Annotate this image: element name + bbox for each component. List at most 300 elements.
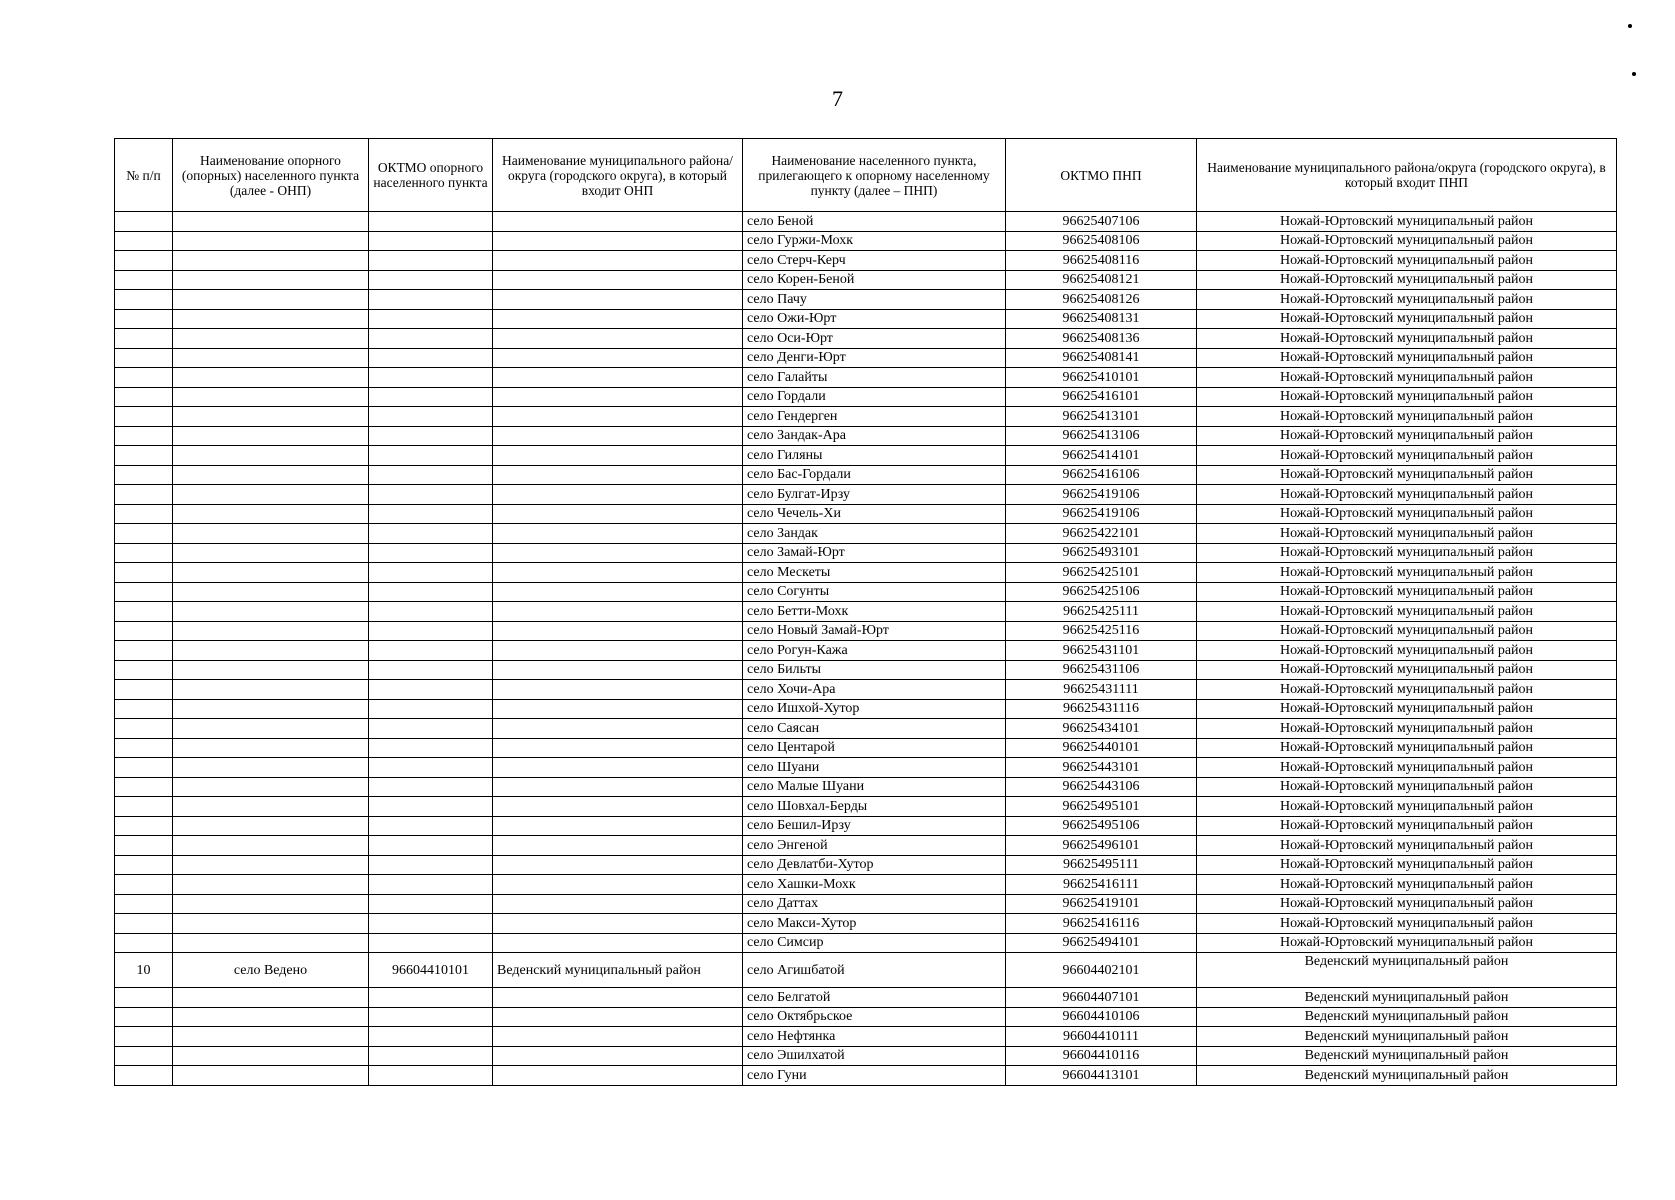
table-row: [115, 680, 1617, 700]
table-row: [115, 290, 1617, 310]
cell-onp-name: [173, 504, 369, 524]
cell-onp-name: [173, 914, 369, 934]
header-pnp-district: Наименование муниципального района/округа (городского округа), в который входит ПНП: [1197, 139, 1617, 212]
table-row: [115, 1007, 1617, 1027]
cell-pnp-oktmo: 96625419106: [1006, 504, 1197, 524]
cell-num: [115, 641, 173, 661]
cell-pnp-name: село Октябрьское: [743, 1007, 1006, 1027]
cell-onp-name: [173, 485, 369, 505]
cell-pnp-district: Ножай-Юртовский муниципальный район: [1197, 348, 1617, 368]
cell-num: [115, 426, 173, 446]
cell-pnp-district: Ножай-Юртовский муниципальный район: [1197, 602, 1617, 622]
cell-onp-name: [173, 680, 369, 700]
cell-pnp-oktmo: 96625431106: [1006, 660, 1197, 680]
cell-pnp-district: Ножай-Юртовский муниципальный район: [1197, 777, 1617, 797]
cell-pnp-name: село Денги-Юрт: [743, 348, 1006, 368]
table-row: [115, 797, 1617, 817]
cell-onp-oktmo: [369, 797, 493, 817]
table-row: [115, 465, 1617, 485]
cell-pnp-district: Ножай-Юртовский муниципальный район: [1197, 914, 1617, 934]
cell-num: [115, 719, 173, 739]
cell-num: [115, 1007, 173, 1027]
table-row: [115, 270, 1617, 290]
table-row: [115, 836, 1617, 856]
cell-pnp-district: Ножай-Юртовский муниципальный район: [1197, 368, 1617, 388]
table-row: [115, 719, 1617, 739]
header-onp-name: Наименование опорного (опорных) населенного пункта (далее - ОНП): [173, 139, 369, 212]
cell-onp-district: [493, 816, 743, 836]
scan-speck: [1628, 24, 1632, 28]
cell-pnp-name: село Согунты: [743, 582, 1006, 602]
cell-pnp-district: Ножай-Юртовский муниципальный район: [1197, 270, 1617, 290]
table-row: [115, 231, 1617, 251]
cell-onp-district: [493, 988, 743, 1008]
table-row: [115, 426, 1617, 446]
header-onp-oktmo: ОКТМО опорного населенного пункта: [369, 139, 493, 212]
cell-onp-district: [493, 680, 743, 700]
cell-onp-district: [493, 855, 743, 875]
cell-pnp-oktmo: 96604407101: [1006, 988, 1197, 1008]
cell-pnp-oktmo: 96625408121: [1006, 270, 1197, 290]
cell-pnp-name: село Новый Замай-Юрт: [743, 621, 1006, 641]
cell-num: [115, 251, 173, 271]
cell-pnp-name: село Ишхой-Хутор: [743, 699, 1006, 719]
table-row: [115, 524, 1617, 544]
cell-onp-oktmo: [369, 758, 493, 778]
cell-onp-district: [493, 485, 743, 505]
cell-onp-name: село Ведено: [173, 953, 369, 988]
cell-onp-name: [173, 524, 369, 544]
cell-onp-district: [493, 543, 743, 563]
table-row: [115, 329, 1617, 349]
cell-onp-name: [173, 231, 369, 251]
table-row: [115, 485, 1617, 505]
header-pnp-oktmo: ОКТМО ПНП: [1006, 139, 1197, 212]
cell-onp-district: [493, 368, 743, 388]
cell-pnp-oktmo: 96625413101: [1006, 407, 1197, 427]
cell-onp-oktmo: [369, 1007, 493, 1027]
cell-onp-oktmo: [369, 836, 493, 856]
cell-num: [115, 1027, 173, 1047]
cell-pnp-district: Ножай-Юртовский муниципальный район: [1197, 485, 1617, 505]
cell-onp-district: [493, 777, 743, 797]
table-row: [115, 855, 1617, 875]
cell-onp-name: [173, 836, 369, 856]
cell-onp-district: [493, 797, 743, 817]
cell-onp-district: [493, 270, 743, 290]
cell-pnp-oktmo: 96625419106: [1006, 485, 1197, 505]
cell-num: [115, 855, 173, 875]
cell-pnp-name: село Бас-Гордали: [743, 465, 1006, 485]
cell-num: [115, 582, 173, 602]
cell-pnp-district: Ножай-Юртовский муниципальный район: [1197, 231, 1617, 251]
cell-onp-name: [173, 582, 369, 602]
cell-onp-name: [173, 660, 369, 680]
table-row: [115, 894, 1617, 914]
cell-onp-district: [493, 231, 743, 251]
cell-pnp-name: село Бетти-Мохк: [743, 602, 1006, 622]
cell-onp-oktmo: [369, 680, 493, 700]
cell-onp-name: [173, 329, 369, 349]
cell-onp-district: [493, 504, 743, 524]
cell-num: [115, 602, 173, 622]
cell-pnp-district: Веденский муниципальный район: [1197, 1046, 1617, 1066]
cell-onp-oktmo: [369, 270, 493, 290]
header-pnp-name: Наименование населенного пункта, прилегающего к опорному населенному пункту (далее – ПНП): [743, 139, 1006, 212]
cell-onp-oktmo: [369, 933, 493, 953]
cell-onp-district: [493, 738, 743, 758]
cell-num: [115, 758, 173, 778]
table-row: [115, 348, 1617, 368]
cell-pnp-district: Ножай-Юртовский муниципальный район: [1197, 465, 1617, 485]
cell-pnp-district: Ножай-Юртовский муниципальный район: [1197, 446, 1617, 466]
cell-num: [115, 504, 173, 524]
cell-pnp-oktmo: 96625413106: [1006, 426, 1197, 446]
cell-onp-name: [173, 426, 369, 446]
cell-pnp-oktmo: 96625408126: [1006, 290, 1197, 310]
cell-onp-oktmo: [369, 1066, 493, 1086]
cell-onp-oktmo: [369, 251, 493, 271]
cell-num: [115, 621, 173, 641]
cell-pnp-name: село Ожи-Юрт: [743, 309, 1006, 329]
cell-onp-oktmo: [369, 660, 493, 680]
cell-onp-oktmo: [369, 894, 493, 914]
cell-num: [115, 738, 173, 758]
header-onp-district: Наименование муниципального района/округа (городского округа), в который входит ОНП: [493, 139, 743, 212]
cell-pnp-name: село Пачу: [743, 290, 1006, 310]
cell-pnp-oktmo: 96625425101: [1006, 563, 1197, 583]
cell-pnp-oktmo: 96625410101: [1006, 368, 1197, 388]
cell-pnp-district: Ножай-Юртовский муниципальный район: [1197, 855, 1617, 875]
cell-pnp-oktmo: 96625431101: [1006, 641, 1197, 661]
cell-pnp-oktmo: 96625408141: [1006, 348, 1197, 368]
cell-num: [115, 543, 173, 563]
cell-pnp-district: Ножай-Юртовский муниципальный район: [1197, 738, 1617, 758]
cell-pnp-district: Веденский муниципальный район: [1197, 953, 1617, 988]
cell-onp-district: [493, 426, 743, 446]
cell-onp-name: [173, 988, 369, 1008]
cell-pnp-district: Ножай-Юртовский муниципальный район: [1197, 563, 1617, 583]
cell-pnp-district: Ножай-Юртовский муниципальный район: [1197, 894, 1617, 914]
cell-pnp-name: село Чечель-Хи: [743, 504, 1006, 524]
cell-onp-name: [173, 719, 369, 739]
cell-pnp-name: село Галайты: [743, 368, 1006, 388]
cell-onp-name: [173, 543, 369, 563]
cell-onp-oktmo: [369, 290, 493, 310]
cell-pnp-oktmo: 96625425116: [1006, 621, 1197, 641]
table-row: [115, 933, 1617, 953]
table-row: [115, 660, 1617, 680]
table-row: [115, 953, 1617, 988]
cell-pnp-oktmo: 96625408106: [1006, 231, 1197, 251]
cell-pnp-district: Ножай-Юртовский муниципальный район: [1197, 426, 1617, 446]
table-row: [115, 582, 1617, 602]
cell-onp-oktmo: [369, 407, 493, 427]
cell-num: [115, 368, 173, 388]
cell-num: [115, 563, 173, 583]
cell-num: [115, 465, 173, 485]
cell-pnp-oktmo: 96604410116: [1006, 1046, 1197, 1066]
cell-pnp-oktmo: 96625422101: [1006, 524, 1197, 544]
table-row: [115, 407, 1617, 427]
cell-pnp-name: село Оси-Юрт: [743, 329, 1006, 349]
cell-pnp-name: село Замай-Юрт: [743, 543, 1006, 563]
cell-onp-oktmo: [369, 641, 493, 661]
cell-onp-district: [493, 387, 743, 407]
table-row: [115, 738, 1617, 758]
cell-onp-district: Веденский муниципальный район: [493, 953, 743, 988]
cell-pnp-name: село Гендерген: [743, 407, 1006, 427]
cell-onp-district: [493, 1066, 743, 1086]
cell-pnp-oktmo: 96625494101: [1006, 933, 1197, 953]
cell-pnp-name: село Саясан: [743, 719, 1006, 739]
cell-onp-district: [493, 524, 743, 544]
cell-num: [115, 988, 173, 1008]
cell-onp-oktmo: [369, 621, 493, 641]
cell-onp-oktmo: [369, 719, 493, 739]
cell-pnp-oktmo: 96625419101: [1006, 894, 1197, 914]
cell-num: [115, 933, 173, 953]
cell-num: [115, 348, 173, 368]
cell-onp-oktmo: [369, 231, 493, 251]
cell-pnp-district: Веденский муниципальный район: [1197, 1066, 1617, 1086]
scan-speck: [1632, 72, 1636, 76]
cell-pnp-district: Ножай-Юртовский муниципальный район: [1197, 290, 1617, 310]
table-row: [115, 988, 1617, 1008]
cell-onp-oktmo: [369, 602, 493, 622]
cell-onp-name: [173, 465, 369, 485]
cell-onp-name: [173, 777, 369, 797]
cell-num: [115, 836, 173, 856]
cell-onp-oktmo: [369, 875, 493, 895]
table-row: [115, 914, 1617, 934]
cell-num: [115, 212, 173, 232]
cell-onp-district: [493, 348, 743, 368]
cell-onp-oktmo: [369, 563, 493, 583]
table-row: [115, 368, 1617, 388]
cell-pnp-name: село Макси-Хутор: [743, 914, 1006, 934]
cell-pnp-oktmo: 96625495106: [1006, 816, 1197, 836]
cell-onp-oktmo: [369, 777, 493, 797]
cell-pnp-name: село Центарой: [743, 738, 1006, 758]
cell-pnp-name: село Зандак: [743, 524, 1006, 544]
table-row: [115, 446, 1617, 466]
cell-pnp-district: Ножай-Юртовский муниципальный район: [1197, 251, 1617, 271]
cell-pnp-name: село Даттах: [743, 894, 1006, 914]
cell-onp-district: [493, 329, 743, 349]
cell-num: [115, 875, 173, 895]
table-row: [115, 875, 1617, 895]
cell-onp-name: [173, 368, 369, 388]
cell-pnp-oktmo: 96625431116: [1006, 699, 1197, 719]
cell-onp-oktmo: [369, 348, 493, 368]
cell-pnp-oktmo: 96625495111: [1006, 855, 1197, 875]
cell-pnp-oktmo: 96625425111: [1006, 602, 1197, 622]
cell-pnp-name: село Агишбатой: [743, 953, 1006, 988]
cell-pnp-oktmo: 96625416106: [1006, 465, 1197, 485]
cell-pnp-oktmo: 96625416116: [1006, 914, 1197, 934]
cell-num: [115, 914, 173, 934]
table-row: [115, 699, 1617, 719]
cell-onp-oktmo: [369, 446, 493, 466]
cell-onp-district: [493, 699, 743, 719]
cell-pnp-oktmo: 96604410106: [1006, 1007, 1197, 1027]
cell-pnp-oktmo: 96625443106: [1006, 777, 1197, 797]
cell-pnp-name: село Мескеты: [743, 563, 1006, 583]
cell-pnp-oktmo: 96625416101: [1006, 387, 1197, 407]
cell-pnp-name: село Малые Шуани: [743, 777, 1006, 797]
table-row: [115, 1046, 1617, 1066]
cell-onp-name: [173, 348, 369, 368]
cell-pnp-district: Ножай-Юртовский муниципальный район: [1197, 699, 1617, 719]
cell-onp-oktmo: [369, 465, 493, 485]
cell-pnp-name: село Симсир: [743, 933, 1006, 953]
cell-num: [115, 1066, 173, 1086]
cell-onp-name: [173, 621, 369, 641]
cell-pnp-oktmo: 96625408116: [1006, 251, 1197, 271]
cell-pnp-name: село Хашки-Мохк: [743, 875, 1006, 895]
cell-onp-district: [493, 290, 743, 310]
cell-onp-district: [493, 914, 743, 934]
table-row: [115, 387, 1617, 407]
cell-pnp-district: Ножай-Юртовский муниципальный район: [1197, 836, 1617, 856]
page-number: 7: [832, 86, 843, 111]
cell-pnp-name: село Гордали: [743, 387, 1006, 407]
cell-pnp-name: село Эшилхатой: [743, 1046, 1006, 1066]
cell-pnp-district: Ножай-Юртовский муниципальный район: [1197, 797, 1617, 817]
cell-onp-district: [493, 212, 743, 232]
cell-pnp-district: Ножай-Юртовский муниципальный район: [1197, 524, 1617, 544]
cell-pnp-district: Ножай-Юртовский муниципальный район: [1197, 816, 1617, 836]
table-row: [115, 758, 1617, 778]
cell-num: [115, 485, 173, 505]
cell-pnp-name: село Нефтянка: [743, 1027, 1006, 1047]
cell-pnp-district: Ножай-Юртовский муниципальный район: [1197, 933, 1617, 953]
cell-onp-district: [493, 641, 743, 661]
cell-onp-name: [173, 699, 369, 719]
cell-onp-name: [173, 387, 369, 407]
cell-onp-name: [173, 816, 369, 836]
cell-onp-district: [493, 407, 743, 427]
table-row: [115, 309, 1617, 329]
cell-num: [115, 446, 173, 466]
cell-num: [115, 1046, 173, 1066]
cell-onp-oktmo: [369, 543, 493, 563]
cell-pnp-district: Ножай-Юртовский муниципальный район: [1197, 641, 1617, 661]
cell-pnp-oktmo: 96625416111: [1006, 875, 1197, 895]
cell-onp-district: [493, 563, 743, 583]
table-header-row: [115, 139, 1617, 212]
cell-onp-district: [493, 758, 743, 778]
cell-onp-district: [493, 933, 743, 953]
cell-pnp-oktmo: 96625495101: [1006, 797, 1197, 817]
cell-num: [115, 231, 173, 251]
cell-pnp-name: село Булгат-Ирзу: [743, 485, 1006, 505]
cell-onp-name: [173, 855, 369, 875]
cell-onp-name: [173, 290, 369, 310]
cell-pnp-district: Ножай-Юртовский муниципальный район: [1197, 212, 1617, 232]
cell-num: [115, 270, 173, 290]
cell-onp-oktmo: [369, 504, 493, 524]
cell-num: [115, 290, 173, 310]
cell-pnp-district: Ножай-Юртовский муниципальный район: [1197, 407, 1617, 427]
cell-onp-district: [493, 719, 743, 739]
cell-pnp-oktmo: 96625414101: [1006, 446, 1197, 466]
cell-pnp-district: Ножай-Юртовский муниципальный район: [1197, 621, 1617, 641]
cell-num: [115, 524, 173, 544]
cell-num: [115, 407, 173, 427]
cell-onp-name: [173, 212, 369, 232]
cell-onp-name: [173, 1046, 369, 1066]
cell-pnp-oktmo: 96625443101: [1006, 758, 1197, 778]
cell-onp-name: [173, 446, 369, 466]
cell-pnp-oktmo: 96625408136: [1006, 329, 1197, 349]
cell-onp-district: [493, 602, 743, 622]
cell-onp-oktmo: [369, 582, 493, 602]
cell-onp-district: [493, 660, 743, 680]
cell-onp-name: [173, 641, 369, 661]
table-row: [115, 1066, 1617, 1086]
cell-onp-oktmo: [369, 1027, 493, 1047]
cell-pnp-oktmo: 96604402101: [1006, 953, 1197, 988]
cell-num: [115, 387, 173, 407]
cell-pnp-district: Веденский муниципальный район: [1197, 1007, 1617, 1027]
cell-pnp-district: Ножай-Юртовский муниципальный район: [1197, 504, 1617, 524]
cell-pnp-name: село Шуани: [743, 758, 1006, 778]
cell-onp-district: [493, 836, 743, 856]
cell-onp-oktmo: [369, 738, 493, 758]
cell-onp-district: [493, 1027, 743, 1047]
cell-pnp-name: село Беной: [743, 212, 1006, 232]
table-row: [115, 543, 1617, 563]
cell-pnp-oktmo: 96625407106: [1006, 212, 1197, 232]
table-row: [115, 621, 1617, 641]
cell-num: [115, 797, 173, 817]
cell-num: [115, 894, 173, 914]
cell-pnp-oktmo: 96625408131: [1006, 309, 1197, 329]
table-row: [115, 816, 1617, 836]
cell-pnp-name: село Девлатби-Хутор: [743, 855, 1006, 875]
cell-pnp-name: село Гуржи-Мохк: [743, 231, 1006, 251]
cell-pnp-name: село Бильты: [743, 660, 1006, 680]
cell-onp-name: [173, 1027, 369, 1047]
cell-onp-name: [173, 894, 369, 914]
table-row: [115, 563, 1617, 583]
cell-pnp-oktmo: 96625425106: [1006, 582, 1197, 602]
cell-onp-name: [173, 875, 369, 895]
table-row: [115, 251, 1617, 271]
table-body: [115, 212, 1617, 1086]
table-row: [115, 641, 1617, 661]
cell-pnp-district: Ножай-Юртовский муниципальный район: [1197, 660, 1617, 680]
cell-pnp-name: село Гуни: [743, 1066, 1006, 1086]
cell-onp-name: [173, 738, 369, 758]
cell-pnp-oktmo: 96625431111: [1006, 680, 1197, 700]
cell-onp-district: [493, 1007, 743, 1027]
cell-pnp-name: село Хочи-Ара: [743, 680, 1006, 700]
cell-pnp-oktmo: 96604410111: [1006, 1027, 1197, 1047]
cell-onp-name: [173, 270, 369, 290]
cell-onp-name: [173, 602, 369, 622]
cell-onp-name: [173, 563, 369, 583]
cell-onp-district: [493, 621, 743, 641]
cell-onp-oktmo: [369, 1046, 493, 1066]
cell-pnp-district: Ножай-Юртовский муниципальный район: [1197, 875, 1617, 895]
cell-onp-name: [173, 758, 369, 778]
cell-num: [115, 309, 173, 329]
cell-pnp-district: Веденский муниципальный район: [1197, 988, 1617, 1008]
cell-onp-district: [493, 465, 743, 485]
